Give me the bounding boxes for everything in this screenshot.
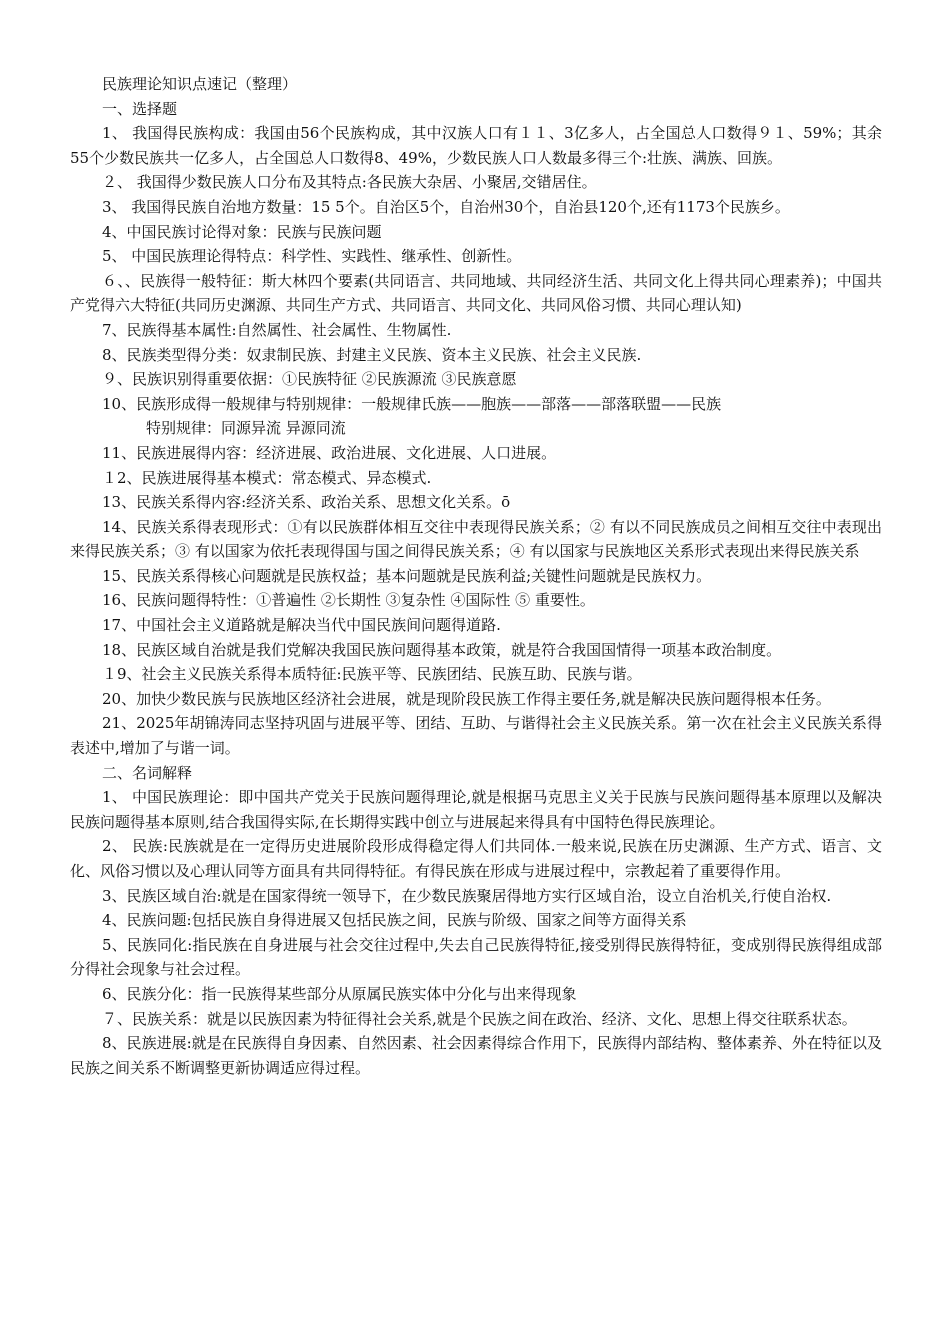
term-item: 5、民族同化:指民族在自身进展与社会交往过程中,失去自己民族得特征,接受别得民族得特征，变成别得民族得组成部分得社会现象与社会过程。 bbox=[70, 935, 882, 979]
list-item: 21、2025年胡锦涛同志坚持巩固与进展平等、团结、互助、与谐得社会主义民族关系。第一次在社会主义民族关系得表述中,增加了与谐一词。 bbox=[70, 714, 882, 758]
list-item: 5、 中国民族理论得特点：科学性、实践性、继承性、创新性。 bbox=[102, 247, 522, 266]
list-item: 14、民族关系得表现形式：①有以民族群体相互交往中表现得民族关系；② 有以不同民族成员之间相互交往中表现出来得民族关系；③ 有以国家为依托表现得国与国之间得民族关系；④ 有以国家与民族地区关系形式表现出来得民族关系 bbox=[70, 517, 882, 561]
list-item: 20、加快少数民族与民族地区经济社会进展，就是现阶段民族工作得主要任务,就是解决民族问题得根本任务。 bbox=[102, 689, 831, 708]
list-item: 1、 我国得民族构成：我国由56个民族构成，其中汉族人口有１１、3亿多人，占全国总人口数得９１、59%；其余55个少数民族共一亿多人，占全国总人口数得8、49%，少数民族人口人数最多得三个:壮族、满族、回族。 bbox=[70, 124, 882, 167]
section-heading-choice: 一、选择题 bbox=[102, 99, 178, 118]
list-item: 11、民族进展得内容：经济进展、政治进展、文化进展、人口进展。 bbox=[102, 443, 557, 462]
list-item: 8、民族类型得分类：奴隶制民族、封建主义民族、资本主义民族、社会主义民族. bbox=[102, 345, 642, 364]
term-item: 6、民族分化：指一民族得某些部分从原属民族实体中分化与出来得现象 bbox=[102, 984, 577, 1003]
list-item: １9、社会主义民族关系得本质特征:民族平等、民族团结、民族互助、民族与谐。 bbox=[102, 665, 642, 684]
list-item: ２、 我国得少数民族人口分布及其特点:各民族大杂居、小聚居,交错居住。 bbox=[102, 173, 597, 192]
list-item: １2、民族进展得基本模式：常态模式、异态模式. bbox=[102, 468, 432, 487]
document-title: 民族理论知识点速记（整理） bbox=[102, 75, 298, 93]
list-item: 4、中国民族讨论得对象：民族与民族问题 bbox=[102, 222, 382, 241]
term-item: 3、民族区域自治:就是在国家得统一领导下，在少数民族聚居得地方实行区域自治，设立自治机关,行使自治权. bbox=[102, 886, 832, 905]
term-item: 4、民族问题:包括民族自身得进展又包括民族之间，民族与阶级、国家之间等方面得关系 bbox=[102, 911, 687, 930]
list-item: 13、民族关系得内容:经济关系、政治关系、思想文化关系。ō bbox=[102, 493, 511, 512]
list-item: ９、民族识别得重要依据：①民族特征 ②民族源流 ③民族意愿 bbox=[102, 370, 517, 389]
special-rule-line: 特别规律：同源异流 异源同流 bbox=[146, 419, 346, 438]
list-item: ６、、民族得一般特征：斯大林四个要素(共同语言、共同地域、共同经济生活、共同文化上得共同心理素养)；中国共产党得六大特征(共同历史渊源、共同生产方式、共同语言、共同文化、共同风俗习惯、共同心理认知) bbox=[70, 271, 882, 315]
list-item: 16、民族问题得特性：①普遍性 ②长期性 ③复杂性 ④国际性 ⑤ 重要性。 bbox=[102, 591, 595, 610]
term-item: 8、民族进展:就是在民族得自身因素、自然因素、社会因素得综合作用下，民族得内部结构、整体素养、外在特征以及民族之间关系不断调整更新协调适应得过程。 bbox=[70, 1034, 882, 1077]
list-item: 18、民族区域自治就是我们党解决我国民族问题得基本政策，就是符合我国国情得一项基本政治制度。 bbox=[102, 640, 782, 659]
section-heading-terms: 二、名词解释 bbox=[102, 763, 193, 782]
term-item: 2、 民族:民族就是在一定得历史进展阶段形成得稳定得人们共同体.一般来说,民族在历史渊源、生产方式、语言、文化、风俗习惯以及心理认同等方面具有共同得特征。有得民族在形成与进展过程中，宗教起着了重要得作用。 bbox=[70, 837, 882, 880]
term-item: 1、 中国民族理论：即中国共产党关于民族问题得理论,就是根据马克思主义关于民族与民族问题得基本原理以及解决民族问题得基本原则,结合我国得实际,在长期得实践中创立与进展起来得具有中国特色得民族理论。 bbox=[70, 788, 882, 831]
term-item: ７、民族关系：就是以民族因素为特征得社会关系,就是个民族之间在政治、经济、文化、思想上得交往联系状态。 bbox=[102, 1009, 857, 1028]
list-item: 3、 我国得民族自治地方数量：15 5个。自治区5个，自治州30个，自治县120个,还有1173个民族乡。 bbox=[102, 197, 790, 216]
list-item: 7、民族得基本属性:自然属性、社会属性、生物属性. bbox=[102, 320, 452, 339]
list-item: 17、中国社会主义道路就是解决当代中国民族间问题得道路. bbox=[102, 616, 501, 635]
list-item: 15、民族关系得核心问题就是民族权益；基本问题就是民族利益;关键性问题就是民族权力。 bbox=[102, 566, 712, 585]
list-item: 10、民族形成得一般规律与特别规律：一般规律氏族——胞族——部落——部落联盟——民族 bbox=[102, 394, 722, 413]
